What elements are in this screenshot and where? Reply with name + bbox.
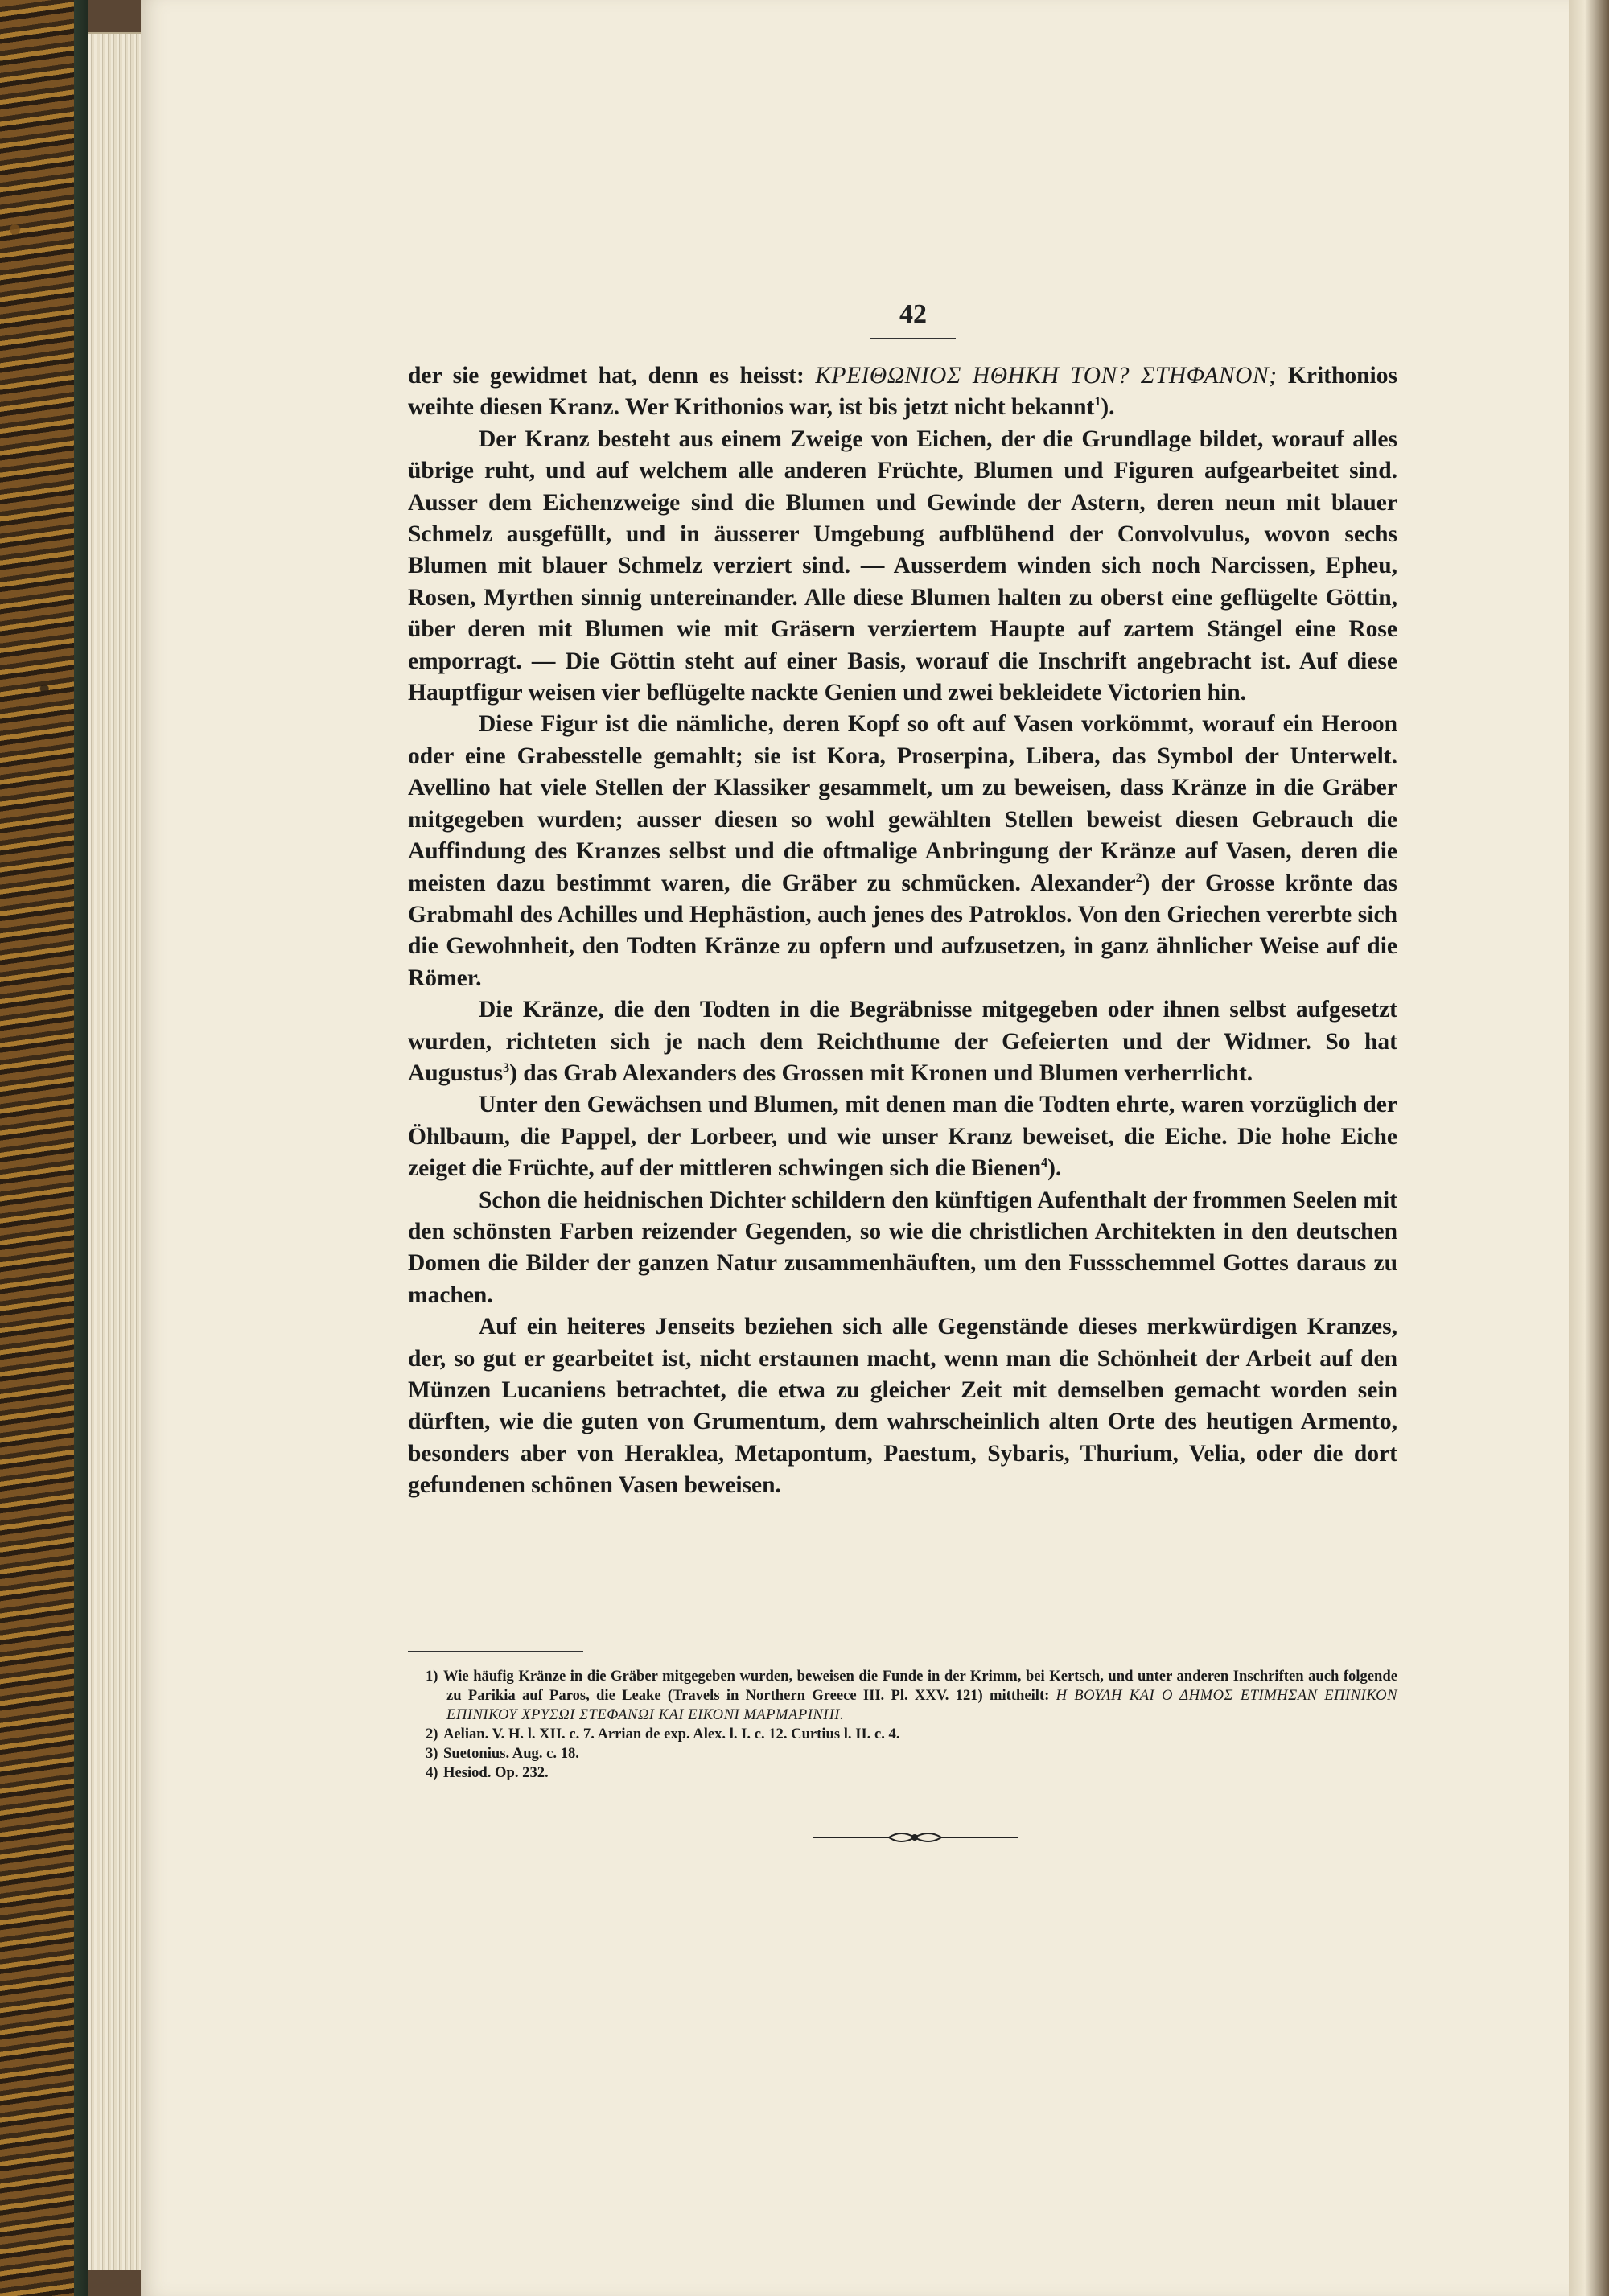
text-run: Hesiod. Op. 232. bbox=[443, 1764, 549, 1781]
footnote bbox=[426, 1725, 1397, 1744]
page-number: 42 bbox=[899, 299, 927, 329]
footnote-ref: 3 bbox=[503, 1061, 510, 1076]
footnote bbox=[426, 1744, 1397, 1763]
footnote-separator bbox=[408, 1651, 583, 1652]
text-run: Krithonios weihte diesen Kranz. Wer Krithonios war, ist bis jetzt nicht bekannt bbox=[408, 363, 1397, 421]
footnote bbox=[426, 1763, 1397, 1783]
text-run: Auf ein heiteres Jenseits beziehen sich alle Gegenstände dieses merkwürdigen Kranzes, der, so gut er gearbeitet ist, nicht erstaunen macht, wenn man die Schönheit der Arbeit auf den Münzen Lucaniens betrachtet, die etwa zu gleicher Zeit mit demselben gemacht worden sein dürften, wie die guten von Grumentum, dem wahrscheinlich alten Orte des heutigen Armento, besonders aber von Heraklea, Metapontum, Paestum, Sybaris, Thurium, Velia, oder die dort gefundenen schönen Vasen beweisen. bbox=[408, 1314, 1397, 1499]
footnotes bbox=[426, 1667, 1398, 1783]
text-run: ) der Grosse krönte das Grabmahl des Achilles und Hephästion, auch jenes des Patroklos. Von den Griechen vererbte sich die Gewohnheit, den Todten Kränze zu opfern und aufzusetzen, in ganz ähnlicher Weise auf die Römer. bbox=[408, 870, 1397, 991]
text-run: ). bbox=[1101, 394, 1115, 421]
footnote-mark: 2) bbox=[426, 1726, 438, 1743]
text-run: Die Kränze, die den Todten in die Begräbnisse mitgegeben oder ihnen selbst aufgesetzt wurden, richteten sich je nach dem Reichthume der Gefeierten und der Widmer. So hat Augustus bbox=[408, 997, 1397, 1086]
facing-page-edge bbox=[1569, 0, 1609, 2296]
tailpiece-ornament bbox=[813, 1828, 1018, 1847]
paragraph bbox=[408, 709, 1397, 994]
body-text bbox=[408, 360, 1397, 1502]
text-run: ). bbox=[1047, 1155, 1062, 1182]
footnote-ref: 2 bbox=[1135, 870, 1142, 885]
paragraph bbox=[408, 1311, 1397, 1501]
text-run: Suetonius. Aug. c. 18. bbox=[443, 1745, 579, 1762]
text-run: Wie häufig Kränze in die Gräber mitgegeben wurden, beweisen die Funde in der Krimm, bei Kertsch, und unter anderen Inschriften auch folgende zu Parikia auf Paros, die Leake (Travels in Northern Greece III. Pl. XXV. 121) mittheilt: bbox=[443, 1668, 1397, 1704]
footnote-mark: 1) bbox=[426, 1668, 438, 1685]
text-run: Der Kranz besteht aus einem Zweige von Eichen, der die Grundlage bildet, worauf alles übrige ruht, und auf welchem alle anderen Früchte, Blumen und Figuren aufgearbeitet sind. Ausser dem Eichenzweige sind die Blumen und Gewinde der Astern, deren neun mit blauer Schmelz ausgefüllt, und in äusserer Umgebung aufblühend der Convolvulus, wovon sechs Blumen mit blauer Schmelz verziert sind. — Ausserdem winden sich noch Narcissen, Epheu, Rosen, Myrthen sinnig untereinander. Alle diese Blumen halten zu oberst eine geflügelte Göttin, über deren mit Blumen wie mit Gräsern verziertem Haupte auf zartem Stängel eine Rose emporragt. — Die Göttin steht auf einer Basis, worauf die Inschrift angebracht ist. Auf diese Hauptfigur weisen vier beflügelte nackte Genien und zwei bekleidete Victorien hin. bbox=[408, 426, 1397, 706]
paragraph bbox=[408, 424, 1397, 710]
greek-inscription: Η ΒΟΥΛΗ ΚΑΙ Ο ΔΗΜΟΣ ΕΤΙΜΗΣΑΝ ΕΠΙΝΙΚΟΝ ΕΠΙΝΙΚΟΥ ΧΡΥΣΩΙ ΣΤΕΦΑΝΩΙ ΚΑΙ ΕΙΚΟΝΙ ΜΑΡΜΑΡΙΝΗΙ. bbox=[446, 1687, 1398, 1723]
paragraph bbox=[408, 1185, 1397, 1312]
paragraph bbox=[408, 994, 1397, 1089]
footnote bbox=[426, 1667, 1398, 1725]
page-number-rule bbox=[870, 338, 956, 339]
footnote-ref: 4 bbox=[1041, 1156, 1048, 1171]
greek-inscription: ΚΡΕΙΘΩΝΙΟΣ ΗΘΗΚΗ ΤΟΝ? ΣΤΗΦΑΝΟΝ; bbox=[815, 363, 1278, 389]
paragraph bbox=[408, 1089, 1397, 1184]
text-run: Aelian. V. H. l. XII. c. 7. Arrian de exp. Alex. l. I. c. 12. Curtius l. II. c. 4. bbox=[443, 1726, 900, 1743]
text-run: der sie gewidmet hat, denn es heisst: bbox=[408, 363, 816, 389]
paragraph bbox=[408, 360, 1397, 424]
footnote-ref: 1 bbox=[1094, 395, 1101, 409]
page-stack-edge bbox=[88, 32, 145, 2270]
footnote-mark: 4) bbox=[426, 1764, 438, 1781]
text-run: Unter den Gewächsen und Blumen, mit denen man die Todten ehrte, waren vorzüglich der Öhlbaum, die Pappel, der Lorbeer, und wie unser Kranz beweiset, die Eiche. Die hohe Eiche zeiget die Früchte, auf der mittleren schwingen sich die Bienen bbox=[408, 1092, 1397, 1182]
footnote-mark: 3) bbox=[426, 1745, 438, 1762]
book-spine-edge bbox=[74, 0, 88, 2296]
text-run: ) das Grab Alexanders des Grossen mit Kronen und Blumen verherrlicht. bbox=[509, 1060, 1253, 1086]
text-run: Schon die heidnischen Dichter schildern den künftigen Aufenthalt der frommen Seelen mit den schönsten Farben reizender Gegenden, so wie die christlichen Architekten in den deutschen Domen die Bilder der ganzen Natur zusammenhäuften, um den Fussschemmel Gottes daraus zu machen. bbox=[408, 1187, 1397, 1308]
text-run: Diese Figur ist die nämliche, deren Kopf so oft auf Vasen vorkömmt, worauf ein Heroon oder eine Grabesstelle gemahlt; sie ist Kora, Proserpina, Libera, das Symbol der Unterwelt. Avellino hat viele Stellen der Klassiker gesammelt, um zu beweisen, dass Kränze in die Gräber mitgegeben wurden; ausser diesen so wohl gewählten Stellen beweist diesen Gebrauch die Auffindung des Kranzes selbst und die oftmalige Anbringung der Kränze auf Vasen, deren die meisten dazu bestimmt waren, die Gräber zu schmücken. Alexander bbox=[408, 711, 1397, 896]
book-cover-marbled bbox=[0, 0, 74, 2296]
